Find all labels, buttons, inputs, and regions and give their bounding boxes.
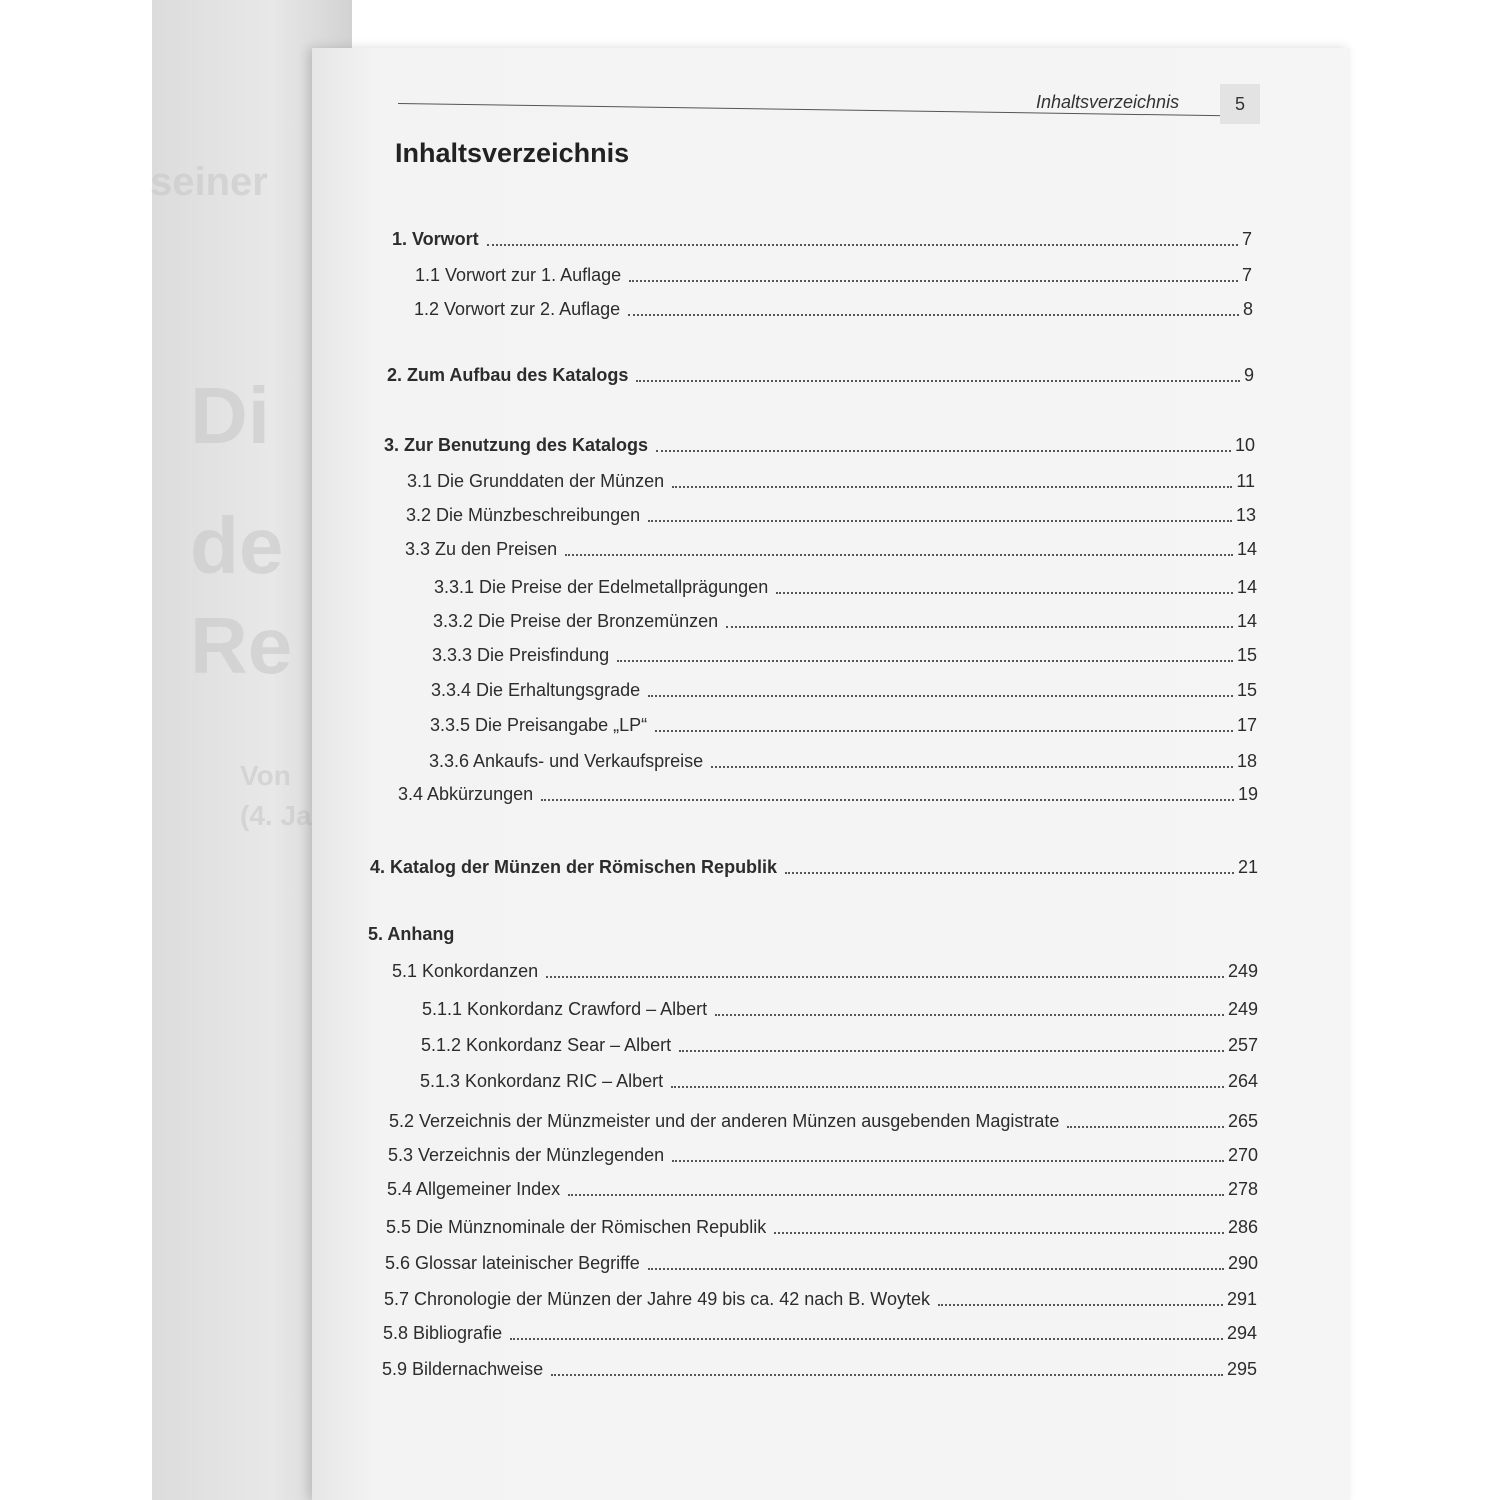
toc-section-entry (370, 848, 1258, 878)
dot-leader (648, 1268, 1224, 1270)
toc-entry-page: 9 (1243, 365, 1254, 385)
toc-section-entry (387, 356, 1254, 386)
toc-entry-page: 15 (1236, 645, 1257, 665)
dot-leader (671, 1086, 1224, 1088)
dot-leader (679, 1050, 1224, 1052)
toc-entry-label: 3.3 Zu den Preisen (405, 539, 558, 559)
toc-entry (385, 1244, 1258, 1274)
toc-entry-page: 10 (1234, 435, 1255, 455)
dot-leader (617, 660, 1233, 662)
toc-entry (405, 530, 1257, 560)
toc-entry (422, 990, 1258, 1020)
toc-entry-page: 286 (1227, 1217, 1258, 1237)
toc-entry (420, 1062, 1258, 1092)
toc-entry-label: 5.1.1 Konkordanz Crawford – Albert (422, 999, 708, 1019)
page-number: 5 (1234, 93, 1245, 114)
dot-leader (776, 592, 1233, 594)
toc-entry-page: 249 (1227, 961, 1258, 981)
toc-entry (392, 952, 1258, 982)
toc-entry-page: 8 (1242, 299, 1253, 319)
toc-entry (384, 1280, 1257, 1310)
toc-entry-page: 13 (1235, 505, 1256, 525)
toc-entry-page: 295 (1226, 1359, 1257, 1379)
dot-leader (774, 1232, 1224, 1234)
dot-leader (656, 450, 1231, 452)
toc-entry-page: 264 (1227, 1071, 1258, 1091)
toc-entry-label: 5.6 Glossar lateinischer Begriffe (385, 1253, 640, 1273)
toc-entry-label: 5.5 Die Münznominale der Römischen Republik (386, 1217, 767, 1237)
toc-entry-page: 270 (1227, 1145, 1258, 1165)
toc-section-entry (368, 915, 454, 945)
dot-leader (541, 799, 1234, 801)
dot-leader (1067, 1126, 1224, 1128)
toc-entry (434, 568, 1257, 598)
dot-leader (565, 554, 1233, 556)
dot-leader (785, 872, 1234, 874)
dot-leader (551, 1374, 1223, 1376)
toc-section-entry (392, 220, 1252, 250)
dot-leader (672, 486, 1232, 488)
dot-leader (487, 244, 1238, 246)
toc-entry-page: 18 (1236, 751, 1257, 771)
toc-entry (429, 742, 1257, 772)
dot-leader (568, 1194, 1224, 1196)
toc-entry (383, 1314, 1257, 1344)
toc-entry-label: 5.1 Konkordanzen (392, 961, 539, 981)
dot-leader (629, 280, 1238, 282)
toc-entry-label: 5.9 Bildernachweise (382, 1359, 544, 1379)
toc-entry-page: 265 (1227, 1111, 1258, 1131)
dot-leader (726, 626, 1233, 628)
dot-leader (648, 695, 1233, 697)
toc-entry (387, 1170, 1258, 1200)
toc-entry-page: 290 (1227, 1253, 1258, 1273)
toc-entry-label: 5. Anhang (368, 924, 455, 944)
dot-leader (711, 766, 1233, 768)
toc-entry-label: 3.3.2 Die Preise der Bronzemünzen (433, 611, 719, 631)
dot-leader (636, 380, 1240, 382)
toc-entry (382, 1350, 1257, 1380)
dot-leader (655, 730, 1233, 732)
toc-entry-label: 1.2 Vorwort zur 2. Auflage (414, 299, 621, 319)
toc-entry (386, 1208, 1258, 1238)
toc-entry (431, 671, 1257, 701)
dot-leader (648, 520, 1232, 522)
toc-entry (388, 1136, 1258, 1166)
toc-entry-label: 2. Zum Aufbau des Katalogs (387, 365, 629, 385)
toc-entry-label: 1. Vorwort (392, 229, 479, 249)
toc-entry-label: 3.3.4 Die Erhaltungsgrade (431, 680, 641, 700)
toc-entry-page: 294 (1226, 1323, 1257, 1343)
toc-entry (433, 602, 1257, 632)
dot-leader (938, 1304, 1223, 1306)
toc-entry (389, 1102, 1258, 1132)
toc-entry-page: 291 (1226, 1289, 1257, 1309)
toc-entry-label: 3.3.5 Die Preisangabe „LP“ (430, 715, 648, 735)
toc-section-entry (384, 426, 1255, 456)
toc-entry-label: 5.4 Allgemeiner Index (387, 1179, 561, 1199)
left-page-ghost-text: seiner (150, 160, 268, 204)
toc-entry-label: 5.1.3 Konkordanz RIC – Albert (420, 1071, 664, 1091)
toc-entry-page: 17 (1236, 715, 1257, 735)
dot-leader (715, 1014, 1224, 1016)
toc-entry-page: 278 (1227, 1179, 1258, 1199)
toc-entry-label: 1.1 Vorwort zur 1. Auflage (415, 265, 622, 285)
toc-entry (407, 462, 1255, 492)
left-page-ghost-text: Von (240, 760, 291, 791)
toc-entry-label: 3.4 Abkürzungen (398, 784, 534, 804)
dot-leader (672, 1160, 1224, 1162)
toc-entry-page: 14 (1236, 611, 1257, 631)
toc-entry-page: 7 (1241, 265, 1252, 285)
dot-leader (546, 976, 1224, 978)
toc-entry-page: 257 (1227, 1035, 1258, 1055)
toc-entry-label: 3.3.6 Ankaufs- und Verkaufspreise (429, 751, 704, 771)
toc-entry-label: 3.2 Die Münzbeschreibungen (406, 505, 641, 525)
toc-entry-label: 5.2 Verzeichnis der Münzmeister und der anderen Münzen ausgebenden Magistrate (389, 1111, 1060, 1131)
running-header-title: Inhaltsverzeichnis (1036, 92, 1180, 112)
toc-entry-page: 14 (1236, 539, 1257, 559)
toc-entry-page: 15 (1236, 680, 1257, 700)
left-page-ghost-text: Di (190, 371, 270, 460)
toc-entry-page: 249 (1227, 999, 1258, 1019)
toc-entry-label: 3. Zur Benutzung des Katalogs (384, 435, 649, 455)
toc-entry (415, 256, 1252, 286)
toc-entry-page: 14 (1236, 577, 1257, 597)
toc-entry-label: 3.3.3 Die Preisfindung (432, 645, 610, 665)
toc-entry (414, 290, 1253, 320)
toc-entry-label: 5.7 Chronologie der Münzen der Jahre 49 bis ca. 42 nach B. Woytek (384, 1289, 930, 1309)
left-page-ghost-text: Re (190, 601, 293, 690)
toc-entry (406, 496, 1256, 526)
toc-entry-label: 5.1.2 Konkordanz Sear – Albert (421, 1035, 672, 1055)
toc-entry-label: 5.8 Bibliografie (383, 1323, 503, 1343)
left-page-ghost-text: (4. Ja (240, 800, 312, 831)
toc-entry-page: 19 (1237, 784, 1258, 804)
page-number-box (1220, 84, 1260, 124)
toc-entry-label: 4. Katalog der Münzen der Römischen Republik (370, 857, 778, 877)
toc-entry (432, 636, 1257, 666)
dot-leader (628, 314, 1239, 316)
toc-heading: Inhaltsverzeichnis (395, 138, 630, 168)
left-page-ghost-text: de (190, 501, 284, 590)
toc-entry (430, 706, 1257, 736)
toc-entry (398, 775, 1258, 805)
dot-leader (510, 1338, 1223, 1340)
toc-entry-label: 5.3 Verzeichnis der Münzlegenden (388, 1145, 665, 1165)
toc-entry-page: 7 (1241, 229, 1252, 249)
toc-entry-page: 21 (1237, 857, 1258, 877)
toc-entry-label: 3.1 Die Grunddaten der Münzen (407, 471, 665, 491)
toc-entry-page: 11 (1236, 471, 1255, 491)
toc-entry-label: 3.3.1 Die Preise der Edelmetallprägungen (434, 577, 769, 597)
toc-entry (421, 1026, 1258, 1056)
